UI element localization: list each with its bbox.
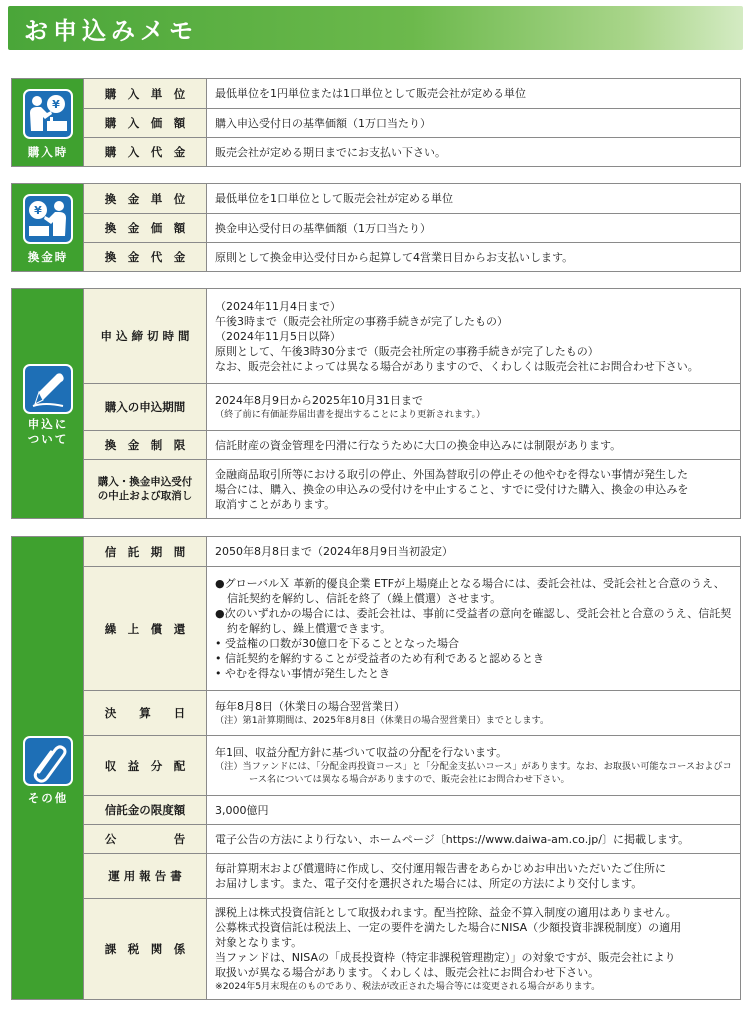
row-value: 課税上は株式投資信託として取扱われます。配当控除、益金不算入制度の適用はありません。 公募株式投資信託は税法上、一定の要件を満たした場合にNISA（少額投資非課税制度）の適用 対象となります。 当ファンドは、NISAの「成長投資枠（特定非課税管理勘定）」の対象ですが、販売会社により 取扱いが異なる場合があります。くわしくは、販売会社にお問合わせ下さい。 ※2024年5月末現在のものであり、税法が改正された場合等には変更される場合があります。 <box>215 906 682 992</box>
table-row <box>84 213 740 242</box>
table-row <box>84 795 740 824</box>
purchase-label: 購入時 <box>27 145 69 159</box>
table-row <box>84 853 740 898</box>
row-value: 毎計算期末および償還時に作成し、交付運用報告書をあらかじめお申出いただいたご住所に お届けします。また、電子交付を選択された場合には、所定の方法により交付します。 <box>215 862 666 890</box>
table-row <box>84 430 740 459</box>
row-label: 申 込 締 切 時 間 <box>84 289 207 383</box>
other-sidebar <box>12 537 84 999</box>
table-row <box>84 735 740 795</box>
row-label: 換 金 単 位 <box>84 184 207 213</box>
row-label: 換 金 制 限 <box>84 431 207 459</box>
row-label: 換 金 価 額 <box>84 214 207 242</box>
row-label: 決 算 日 <box>84 691 207 735</box>
row-value: 最低単位を1円単位または1口単位として販売会社が定める単位 <box>215 87 526 100</box>
application-sidebar <box>12 289 84 518</box>
section-redemption <box>11 183 741 272</box>
row-label: 購 入 単 位 <box>84 79 207 108</box>
table-row <box>84 242 740 271</box>
row-label: 公 告 <box>84 825 207 853</box>
row-value: （2024年11月4日まで） 午後3時まで（販売会社所定の事務手続きが完了したもの） （2024年11月5日以降） 原則として、午後3時30分まで（販売会社所定の事務手続きが完了したもの） なお、販売会社によっては異なる場合がありますので、くわしくは販売会社にお問合わせ下さい。 <box>215 299 699 373</box>
row-value: 販売会社が定める期日までにお支払い下さい。 <box>215 145 446 159</box>
section-other <box>11 536 741 1000</box>
row-value: 年1回、収益分配方針に基づいて収益の分配を行ないます。 （注）当ファンドには、「分配金再投資コース」と「分配金支払いコース」があります。なお、お取扱い可能なコースおよびコース名については異なる場合がありますので、販売会社にお問合わせ下さい。 <box>215 746 732 785</box>
row-value: 2050年8月8日まで（2024年8月9日当初設定） <box>215 545 453 558</box>
redemption-person-yen-icon <box>23 194 73 244</box>
redemption-sidebar <box>12 184 84 271</box>
table-row <box>84 108 740 137</box>
application-label-line2: ついて <box>27 432 69 446</box>
section-purchase <box>11 78 741 167</box>
row-value: 3,000億円 <box>215 803 269 817</box>
row-label: 信 託 期 間 <box>84 537 207 566</box>
row-value: 換金申込受付日の基準価額（1万口当たり） <box>215 221 431 235</box>
table-row <box>84 383 740 430</box>
table-row <box>84 79 740 108</box>
paperclip-icon <box>23 736 73 786</box>
row-value: 購入申込受付日の基準価額（1万口当たり） <box>215 116 431 130</box>
table-row <box>84 898 740 999</box>
pen-icon <box>23 364 73 414</box>
purchase-person-yen-icon <box>23 89 73 139</box>
svg-text:¥: ¥ <box>52 98 60 111</box>
row-value: ●グローバルＸ 革新的優良企業 ETFが上場廃止となる場合には、委託会社は、受託会社と合意のうえ、信託契約を解約し、信託を終了（繰上償還）させます。 ●次のいずれかの場合には、委託会社は、事前に受益者の意向を確認し、受託会社と合意のうえ、信託契約を解約し、繰上償還できます。 • 受益権の口数が30億口を下ることとなった場合 • 信託契約を解約することが受益者のため有利であると認めるとき • やむを得ない事情が発生したとき <box>215 577 732 680</box>
row-value: 電子公告の方法により行ない、ホームページ〔https://www.daiwa-am.co.jp/〕に掲載します。 <box>215 832 690 846</box>
table-row <box>84 537 740 566</box>
svg-text:¥: ¥ <box>34 204 42 217</box>
row-label: 購入・換金申込受付 の中止および取消し <box>84 460 207 518</box>
row-value: 原則として換金申込受付日から起算して4営業日目からお支払いします。 <box>215 250 574 264</box>
application-label-line1: 申込に <box>27 417 69 431</box>
row-label: 収 益 分 配 <box>84 736 207 795</box>
row-label: 課 税 関 係 <box>84 899 207 999</box>
table-row <box>84 184 740 213</box>
table-row <box>84 137 740 166</box>
row-label: 購入の申込期間 <box>84 384 207 430</box>
row-value: 2024年8月9日から2025年10月31日まで （終了前に有価証券届出書を提出することにより更新されます。） <box>215 394 486 420</box>
page-title: お申込みメモ <box>24 17 198 45</box>
row-label: 繰 上 償 還 <box>84 567 207 690</box>
header-banner <box>8 6 743 50</box>
table-row <box>84 824 740 853</box>
redemption-label: 換金時 <box>27 250 69 264</box>
table-row <box>84 459 740 518</box>
row-label: 信託金の限度額 <box>84 796 207 824</box>
table-row <box>84 690 740 735</box>
row-value: 信託財産の資金管理を円滑に行なうために大口の換金申込みには制限があります。 <box>215 438 622 452</box>
row-value: 最低単位を1口単位として販売会社が定める単位 <box>215 192 453 205</box>
section-application <box>11 288 741 519</box>
row-label: 換 金 代 金 <box>84 243 207 271</box>
row-label: 購 入 代 金 <box>84 138 207 166</box>
row-label: 運 用 報 告 書 <box>84 854 207 898</box>
row-value: 毎年8月8日（休業日の場合翌営業日） （注）第1計算期間は、2025年8月8日（休業日の場合翌営業日）までとします。 <box>215 700 550 726</box>
table-row <box>84 566 740 690</box>
purchase-sidebar <box>12 79 84 166</box>
row-value: 金融商品取引所等における取引の停止、外国為替取引の停止その他やむを得ない事情が発生した 場合には、購入、換金の申込みの受付けを中止すること、すでに受付けた購入、換金の申込みを 取消すことがあります。 <box>215 467 689 511</box>
table-row <box>84 289 740 383</box>
other-label: その他 <box>27 791 69 805</box>
row-label: 購 入 価 額 <box>84 109 207 137</box>
